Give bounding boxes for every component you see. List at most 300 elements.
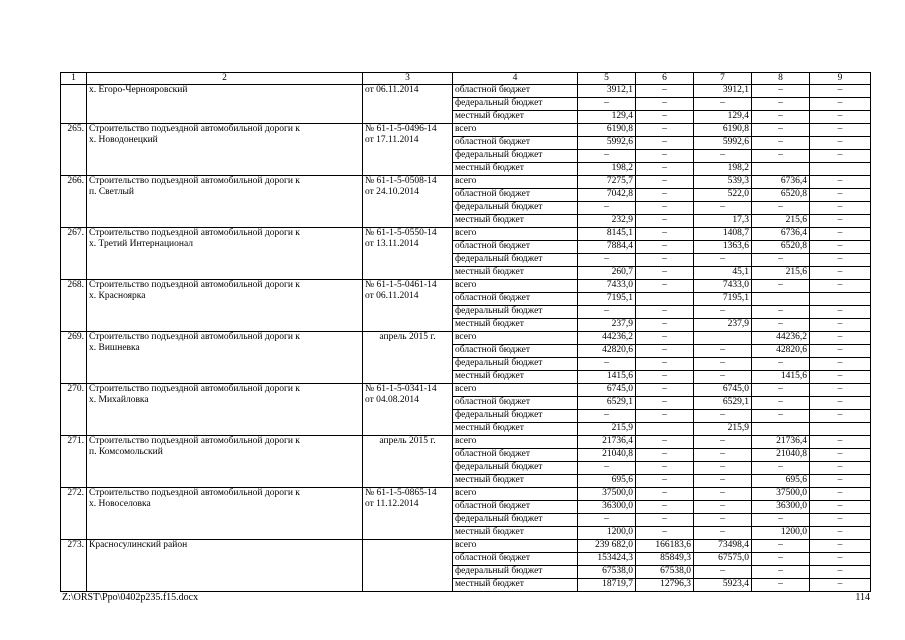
amount-cell: 67575,0: [694, 553, 752, 566]
budget-source: областной бюджет: [453, 449, 578, 462]
amount-cell: 6520,8: [752, 189, 810, 202]
amount-cell: –: [810, 228, 871, 241]
budget-source: областной бюджет: [453, 345, 578, 358]
object-name-line: х. Красноярка: [89, 291, 146, 301]
document-ref-line: от 06.11.2014: [365, 291, 419, 301]
column-header: 9: [810, 73, 871, 85]
object-name: [87, 228, 363, 280]
object-name: [87, 488, 363, 540]
amount-cell: 198,2: [578, 163, 636, 176]
document-ref-line: № 61-1-5-0508-14: [365, 176, 437, 186]
amount-cell: –: [810, 397, 871, 410]
budget-source: местный бюджет: [453, 267, 578, 280]
column-header: 6: [636, 73, 694, 85]
item-number: 271.: [61, 436, 87, 488]
amount-cell: 7195,1: [694, 293, 752, 306]
column-header: 1: [61, 73, 87, 85]
amount-cell: –: [810, 254, 871, 267]
table-row: [61, 384, 871, 397]
amount-cell: [810, 163, 871, 176]
amount-cell: 3912,1: [694, 85, 752, 98]
document-ref-line: от 13.11.2014: [365, 239, 419, 249]
amount-cell: 7275,7: [578, 176, 636, 189]
object-name-line: х. Вишневка: [89, 343, 140, 353]
amount-cell: –: [810, 436, 871, 449]
amount-cell: 237,9: [694, 319, 752, 332]
object-name-line: Строительство подъездной автомобильной дороги к: [89, 332, 300, 342]
amount-cell: 6736,4: [752, 228, 810, 241]
object-name: [87, 176, 363, 228]
budget-source: местный бюджет: [453, 423, 578, 436]
amount-cell: –: [810, 501, 871, 514]
amount-cell: –: [810, 85, 871, 98]
amount-cell: [752, 163, 810, 176]
item-number: 272.: [61, 488, 87, 540]
amount-cell: 85849,3: [636, 553, 694, 566]
amount-cell: [636, 293, 694, 306]
amount-cell: –: [694, 254, 752, 267]
object-name: [87, 436, 363, 488]
amount-cell: [810, 293, 871, 306]
amount-cell: –: [636, 332, 694, 345]
amount-cell: [752, 293, 810, 306]
document-ref-line: № 61-1-5-0550-14: [365, 228, 437, 238]
amount-cell: 1415,6: [752, 371, 810, 384]
amount-cell: 232,9: [578, 215, 636, 228]
amount-cell: –: [810, 176, 871, 189]
amount-cell: 153424,3: [578, 553, 636, 566]
amount-cell: 215,6: [752, 267, 810, 280]
amount-cell: –: [694, 150, 752, 163]
budget-table: [60, 72, 871, 592]
amount-cell: –: [810, 462, 871, 475]
amount-cell: –: [636, 527, 694, 540]
item-number: 270.: [61, 384, 87, 436]
budget-source: местный бюджет: [453, 319, 578, 332]
amount-cell: –: [636, 384, 694, 397]
budget-source: федеральный бюджет: [453, 98, 578, 111]
amount-cell: –: [810, 449, 871, 462]
amount-cell: –: [694, 501, 752, 514]
amount-cell: –: [810, 553, 871, 566]
amount-cell: 7195,1: [578, 293, 636, 306]
amount-cell: –: [694, 306, 752, 319]
budget-source: областной бюджет: [453, 553, 578, 566]
table-row: [61, 124, 871, 137]
document-ref: [363, 176, 453, 228]
amount-cell: –: [752, 98, 810, 111]
document-ref-line: апрель 2015 г.: [379, 332, 436, 342]
document-ref-line: апрель 2015 г.: [379, 436, 436, 446]
amount-cell: –: [636, 215, 694, 228]
budget-source: всего: [453, 124, 578, 137]
amount-cell: –: [752, 306, 810, 319]
amount-cell: –: [694, 98, 752, 111]
amount-cell: –: [636, 358, 694, 371]
column-header: 2: [87, 73, 363, 85]
object-name-line: Строительство подъездной автомобильной дороги к: [89, 124, 300, 134]
amount-cell: 7884,4: [578, 241, 636, 254]
amount-cell: 695,6: [578, 475, 636, 488]
amount-cell: 21040,8: [578, 449, 636, 462]
amount-cell: 695,6: [752, 475, 810, 488]
object-name-line: х. Новодонецкий: [89, 135, 158, 145]
object-name-line: х. Новоселовка: [89, 499, 151, 509]
amount-cell: 6529,1: [578, 397, 636, 410]
amount-cell: –: [752, 85, 810, 98]
budget-source: федеральный бюджет: [453, 358, 578, 371]
amount-cell: –: [694, 358, 752, 371]
amount-cell: –: [578, 358, 636, 371]
budget-source: всего: [453, 488, 578, 501]
column-header: 7: [694, 73, 752, 85]
amount-cell: –: [636, 111, 694, 124]
amount-cell: 6520,8: [752, 241, 810, 254]
table-row: [61, 280, 871, 293]
budget-source: федеральный бюджет: [453, 566, 578, 579]
amount-cell: 237,9: [578, 319, 636, 332]
object-name-line: Строительство подъездной автомобильной дороги к: [89, 280, 300, 290]
amount-cell: –: [752, 540, 810, 553]
table-row: [61, 176, 871, 189]
amount-cell: –: [752, 254, 810, 267]
column-header: 4: [453, 73, 578, 85]
amount-cell: –: [810, 267, 871, 280]
amount-cell: –: [694, 566, 752, 579]
amount-cell: –: [636, 306, 694, 319]
table-row: [61, 540, 871, 553]
amount-cell: –: [810, 566, 871, 579]
object-name-line: Строительство подъездной автомобильной дороги к: [89, 488, 300, 498]
amount-cell: –: [752, 124, 810, 137]
item-number: [61, 85, 87, 124]
amount-cell: 6745,0: [578, 384, 636, 397]
amount-cell: –: [636, 241, 694, 254]
amount-cell: 5923,4: [694, 579, 752, 592]
amount-cell: –: [636, 345, 694, 358]
amount-cell: –: [810, 371, 871, 384]
budget-source: всего: [453, 436, 578, 449]
amount-cell: 44236,2: [578, 332, 636, 345]
amount-cell: –: [694, 202, 752, 215]
budget-source: федеральный бюджет: [453, 462, 578, 475]
amount-cell: –: [578, 254, 636, 267]
table-row: [61, 436, 871, 449]
amount-cell: –: [694, 436, 752, 449]
amount-cell: 1200,0: [752, 527, 810, 540]
object-name: [87, 540, 363, 592]
amount-cell: –: [810, 475, 871, 488]
amount-cell: –: [578, 150, 636, 163]
amount-cell: 42820,6: [578, 345, 636, 358]
object-name-line: Красносулинский район: [89, 540, 188, 550]
amount-cell: –: [636, 124, 694, 137]
amount-cell: 37500,0: [752, 488, 810, 501]
amount-cell: –: [694, 410, 752, 423]
amount-cell: 67538,0: [578, 566, 636, 579]
amount-cell: 1363,6: [694, 241, 752, 254]
table-row: [61, 85, 871, 98]
amount-cell: 17,3: [694, 215, 752, 228]
amount-cell: –: [810, 215, 871, 228]
amount-cell: –: [752, 358, 810, 371]
amount-cell: –: [810, 306, 871, 319]
amount-cell: 21736,4: [578, 436, 636, 449]
budget-source: областной бюджет: [453, 397, 578, 410]
amount-cell: 215,9: [578, 423, 636, 436]
amount-cell: [752, 423, 810, 436]
item-number: 269.: [61, 332, 87, 384]
amount-cell: –: [752, 202, 810, 215]
amount-cell: –: [810, 514, 871, 527]
document-ref-line: от 06.11.2014: [365, 85, 419, 95]
amount-cell: –: [636, 462, 694, 475]
table-row: [61, 332, 871, 345]
amount-cell: –: [810, 410, 871, 423]
object-name-line: Строительство подъездной автомобильной дороги к: [89, 436, 300, 446]
document-ref: [363, 85, 453, 124]
budget-source: федеральный бюджет: [453, 514, 578, 527]
amount-cell: –: [636, 475, 694, 488]
amount-cell: [810, 423, 871, 436]
amount-cell: –: [752, 384, 810, 397]
object-name: [87, 124, 363, 176]
file-path: Z:\ORST\Ppo\0402p235.f15.docx: [62, 592, 199, 603]
amount-cell: –: [636, 163, 694, 176]
amount-cell: –: [810, 189, 871, 202]
budget-source: областной бюджет: [453, 137, 578, 150]
object-name: [87, 332, 363, 384]
amount-cell: 73498,4: [694, 540, 752, 553]
amount-cell: –: [810, 202, 871, 215]
amount-cell: –: [636, 254, 694, 267]
amount-cell: 36300,0: [752, 501, 810, 514]
amount-cell: –: [752, 397, 810, 410]
document-ref-line: от 11.12.2014: [365, 499, 419, 509]
amount-cell: 18719,7: [578, 579, 636, 592]
budget-source: местный бюджет: [453, 371, 578, 384]
amount-cell: –: [636, 410, 694, 423]
object-name: [87, 85, 363, 124]
amount-cell: –: [694, 371, 752, 384]
amount-cell: –: [810, 124, 871, 137]
budget-source: всего: [453, 540, 578, 553]
budget-source: областной бюджет: [453, 293, 578, 306]
amount-cell: –: [810, 488, 871, 501]
amount-cell: 215,6: [752, 215, 810, 228]
amount-cell: 166183,6: [636, 540, 694, 553]
object-name: [87, 280, 363, 332]
amount-cell: –: [694, 345, 752, 358]
budget-source: всего: [453, 280, 578, 293]
amount-cell: –: [810, 358, 871, 371]
amount-cell: 6529,1: [694, 397, 752, 410]
budget-source: всего: [453, 228, 578, 241]
budget-source: областной бюджет: [453, 241, 578, 254]
amount-cell: 7042,8: [578, 189, 636, 202]
amount-cell: 215,9: [694, 423, 752, 436]
page-number: 114: [855, 592, 870, 603]
budget-source: федеральный бюджет: [453, 254, 578, 267]
amount-cell: –: [810, 319, 871, 332]
budget-source: местный бюджет: [453, 163, 578, 176]
item-number: 265.: [61, 124, 87, 176]
amount-cell: 6745,0: [694, 384, 752, 397]
amount-cell: –: [636, 501, 694, 514]
amount-cell: –: [636, 150, 694, 163]
amount-cell: –: [636, 137, 694, 150]
amount-cell: –: [636, 488, 694, 501]
item-number: 268.: [61, 280, 87, 332]
document-ref: [363, 332, 453, 384]
budget-source: местный бюджет: [453, 111, 578, 124]
budget-source: местный бюджет: [453, 475, 578, 488]
amount-cell: 21736,4: [752, 436, 810, 449]
budget-source: федеральный бюджет: [453, 306, 578, 319]
amount-cell: 36300,0: [578, 501, 636, 514]
object-name-line: х. Егоро-Чернояровский: [89, 85, 188, 95]
amount-cell: –: [752, 553, 810, 566]
budget-source: федеральный бюджет: [453, 150, 578, 163]
amount-cell: –: [636, 371, 694, 384]
budget-source: областной бюджет: [453, 501, 578, 514]
amount-cell: 6190,8: [578, 124, 636, 137]
amount-cell: 129,4: [578, 111, 636, 124]
amount-cell: –: [578, 98, 636, 111]
amount-cell: 5992,6: [694, 137, 752, 150]
document-ref: [363, 228, 453, 280]
amount-cell: –: [636, 280, 694, 293]
item-number: 266.: [61, 176, 87, 228]
amount-cell: –: [578, 410, 636, 423]
amount-cell: –: [810, 98, 871, 111]
amount-cell: 6190,8: [694, 124, 752, 137]
column-header-row: [61, 73, 871, 85]
object-name-line: п. Светлый: [89, 187, 134, 197]
amount-cell: 5992,6: [578, 137, 636, 150]
document-ref-line: от 24.10.2014: [365, 187, 419, 197]
amount-cell: –: [636, 449, 694, 462]
item-number: 267.: [61, 228, 87, 280]
document-ref-line: № 61-1-5-0341-14: [365, 384, 437, 394]
amount-cell: 1200,0: [578, 527, 636, 540]
document-ref-line: № 61-1-5-0461-14: [365, 280, 437, 290]
amount-cell: –: [752, 410, 810, 423]
budget-source: всего: [453, 332, 578, 345]
amount-cell: 129,4: [694, 111, 752, 124]
object-name-line: Строительство подъездной автомобильной дороги к: [89, 384, 300, 394]
amount-cell: –: [810, 384, 871, 397]
amount-cell: –: [752, 514, 810, 527]
item-number: 273.: [61, 540, 87, 592]
document-ref: [363, 488, 453, 540]
amount-cell: –: [694, 514, 752, 527]
object-name: [87, 384, 363, 436]
document-ref-line: от 04.08.2014: [365, 395, 419, 405]
table-row: [61, 488, 871, 501]
amount-cell: –: [752, 566, 810, 579]
amount-cell: –: [810, 332, 871, 345]
amount-cell: –: [636, 202, 694, 215]
amount-cell: –: [636, 176, 694, 189]
amount-cell: 67538,0: [636, 566, 694, 579]
amount-cell: –: [578, 514, 636, 527]
amount-cell: 539,3: [694, 176, 752, 189]
amount-cell: –: [636, 85, 694, 98]
amount-cell: –: [810, 241, 871, 254]
amount-cell: –: [752, 462, 810, 475]
amount-cell: –: [810, 150, 871, 163]
amount-cell: 260,7: [578, 267, 636, 280]
amount-cell: 3912,1: [578, 85, 636, 98]
amount-cell: –: [636, 267, 694, 280]
amount-cell: –: [810, 540, 871, 553]
amount-cell: 44236,2: [752, 332, 810, 345]
document-ref-line: от 17.11.2014: [365, 135, 419, 145]
amount-cell: –: [810, 527, 871, 540]
document-ref: [363, 436, 453, 488]
budget-source: местный бюджет: [453, 215, 578, 228]
amount-cell: –: [578, 306, 636, 319]
object-name-line: х. Михайловка: [89, 395, 149, 405]
amount-cell: –: [636, 228, 694, 241]
budget-source: всего: [453, 384, 578, 397]
amount-cell: 1415,6: [578, 371, 636, 384]
amount-cell: –: [810, 579, 871, 592]
amount-cell: 7433,0: [578, 280, 636, 293]
amount-cell: 198,2: [694, 163, 752, 176]
amount-cell: –: [636, 98, 694, 111]
amount-cell: –: [752, 579, 810, 592]
amount-cell: 12796,3: [636, 579, 694, 592]
amount-cell: –: [752, 137, 810, 150]
amount-cell: –: [810, 137, 871, 150]
document-ref: [363, 124, 453, 176]
amount-cell: –: [636, 436, 694, 449]
amount-cell: 239 682,0: [578, 540, 636, 553]
document-ref-line: № 61-1-5-0496-14: [365, 124, 437, 134]
amount-cell: –: [694, 462, 752, 475]
budget-source: всего: [453, 176, 578, 189]
budget-source: местный бюджет: [453, 527, 578, 540]
amount-cell: 6736,4: [752, 176, 810, 189]
amount-cell: –: [752, 280, 810, 293]
column-header: 3: [363, 73, 453, 85]
budget-source: местный бюджет: [453, 579, 578, 592]
amount-cell: –: [636, 397, 694, 410]
amount-cell: 21040,8: [752, 449, 810, 462]
document-ref: [363, 280, 453, 332]
amount-cell: 522,0: [694, 189, 752, 202]
budget-source: федеральный бюджет: [453, 202, 578, 215]
object-name-line: п. Комсомольский: [89, 447, 163, 457]
amount-cell: 8145,1: [578, 228, 636, 241]
amount-cell: –: [694, 527, 752, 540]
amount-cell: –: [810, 280, 871, 293]
amount-cell: –: [752, 150, 810, 163]
amount-cell: –: [578, 462, 636, 475]
budget-source: областной бюджет: [453, 189, 578, 202]
amount-cell: –: [578, 202, 636, 215]
amount-cell: –: [752, 111, 810, 124]
amount-cell: [694, 332, 752, 345]
document-ref-line: № 61-1-5-0865-14: [365, 488, 437, 498]
object-name-line: х. Третий Интернационал: [89, 239, 194, 249]
amount-cell: 7433,0: [694, 280, 752, 293]
amount-cell: 1408,7: [694, 228, 752, 241]
table-row: [61, 228, 871, 241]
amount-cell: –: [752, 319, 810, 332]
